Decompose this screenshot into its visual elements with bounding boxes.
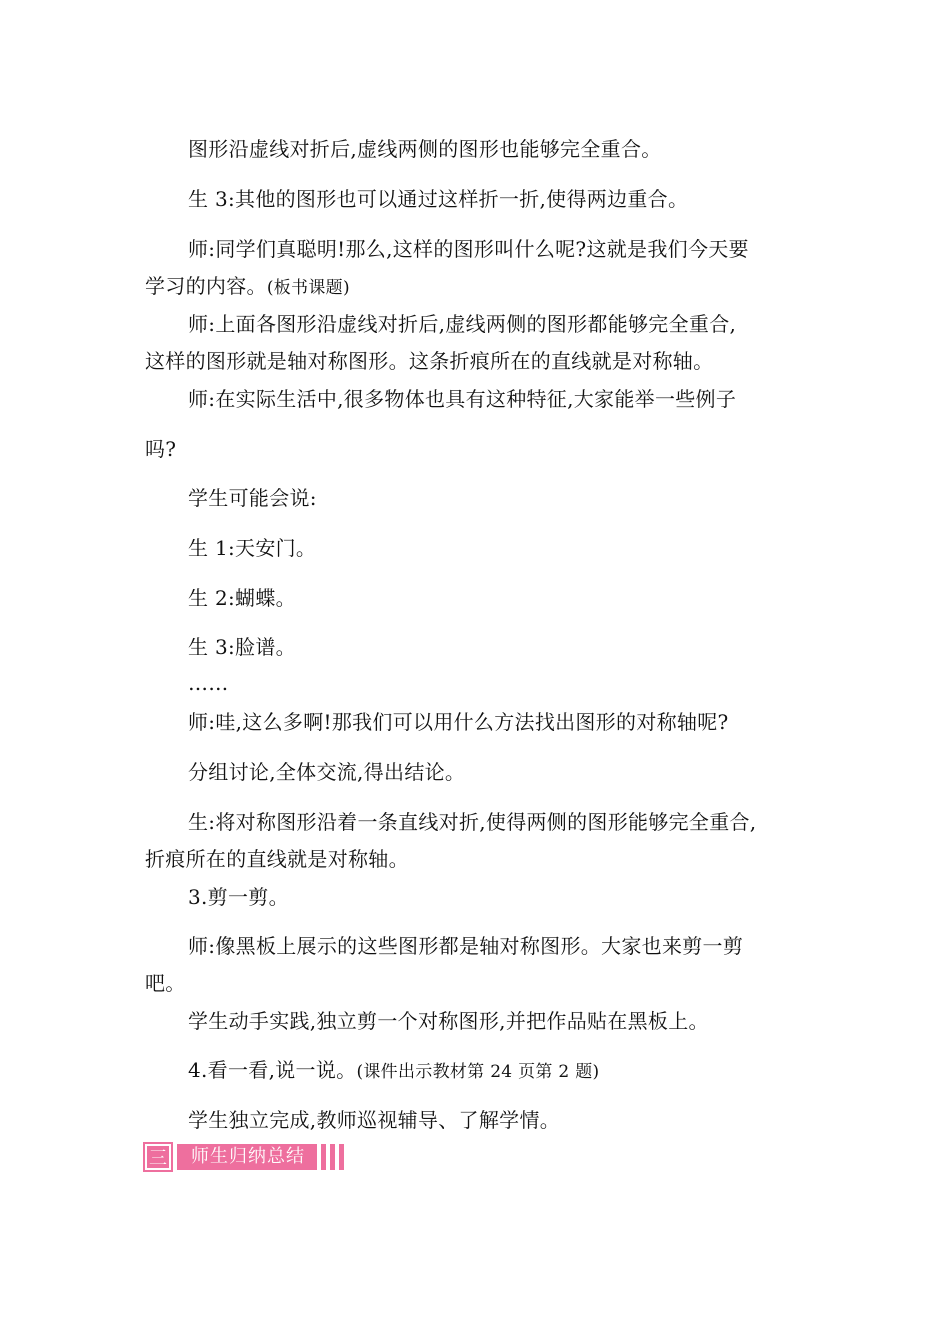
- section-banner: [145, 1144, 344, 1170]
- paragraph-line: 师:像黑板上展示的这些图形都是轴对称图形。大家也来剪一剪: [188, 934, 744, 958]
- paragraph-line: 吗?: [145, 437, 177, 461]
- section-step: 4.看一看,说一说。: [188, 1058, 357, 1082]
- paragraph-line: 生 3:其他的图形也可以通过这样折一折,使得两边重合。: [188, 187, 689, 211]
- annotation-text: (板书课题): [266, 278, 350, 298]
- paragraph-line: 学生动手实践,独立剪一个对称图形,并把作品贴在黑板上。: [188, 1009, 709, 1033]
- paragraph-line: 生:将对称图形沿着一条直线对折,使得两侧的图形能够完全重合,: [188, 810, 757, 834]
- banner-stripe: [339, 1144, 344, 1170]
- paragraph-line: 这样的图形就是轴对称图形。这条折痕所在的直线就是对称轴。: [145, 349, 714, 373]
- paragraph-line: 师:在实际生活中,很多物体也具有这种特征,大家能举一些例子: [188, 387, 737, 411]
- section-title: 师生归纳总结: [177, 1144, 317, 1170]
- paragraph-line: 生 1:天安门。: [188, 536, 317, 560]
- paragraph-line: 折痕所在的直线就是对称轴。: [145, 847, 409, 871]
- paragraph-line: 师:上面各图形沿虚线对折后,虚线两侧的图形都能够完全重合,: [188, 312, 737, 336]
- paragraph-text: 学习的内容。: [145, 274, 267, 298]
- section-number-badge: 三: [145, 1144, 171, 1170]
- paragraph-line: [145, 273, 350, 301]
- paragraph-line: 学生独立完成,教师巡视辅导、了解学情。: [188, 1108, 561, 1132]
- banner-stripe: [330, 1144, 335, 1170]
- annotation-text: (课件出示教材第 24 页第 2 题): [356, 1062, 600, 1082]
- paragraph-line: 吧。: [145, 971, 186, 995]
- paragraph-line: 师:哇,这么多啊!那我们可以用什么方法找出图形的对称轴呢?: [188, 710, 729, 734]
- paragraph-line: 分组讨论,全体交流,得出结论。: [188, 760, 466, 784]
- paragraph-line: [188, 1057, 599, 1085]
- paragraph-line: 图形沿虚线对折后,虚线两侧的图形也能够完全重合。: [188, 137, 662, 161]
- paragraph-line: 生 3:脸谱。: [188, 635, 296, 659]
- paragraph-line: 生 2:蝴蝶。: [188, 586, 296, 610]
- banner-stripe: [321, 1144, 326, 1170]
- ellipsis-line: ……: [188, 671, 229, 695]
- paragraph-line: 师:同学们真聪明!那么,这样的图形叫什么呢?这就是我们今天要: [188, 237, 749, 261]
- paragraph-line: 学生可能会说:: [188, 486, 317, 510]
- section-step: 3.剪一剪。: [188, 885, 289, 909]
